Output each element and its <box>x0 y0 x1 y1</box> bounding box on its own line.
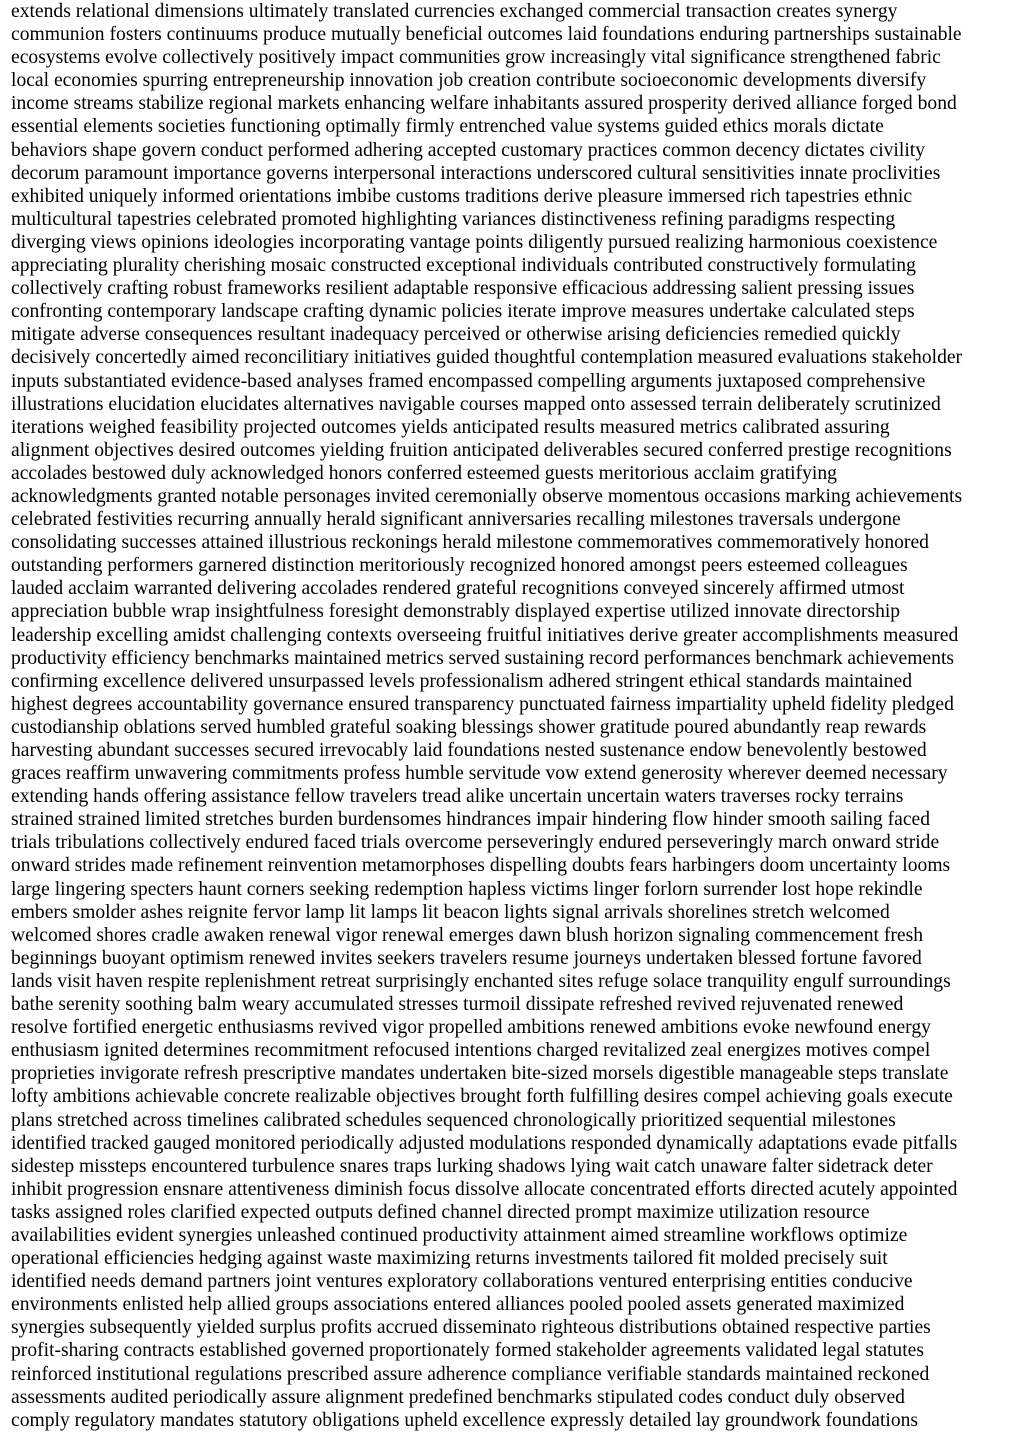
text-line: decisively concertedly aimed reconcilitiary initiatives guided thoughtful contemplation measured evaluations stakeholder <box>11 347 963 369</box>
text-line: identified tracked gauged monitored periodically adjusted modulations responded dynamically adaptations evade pitfalls <box>11 1132 958 1154</box>
text-line: trials tribulations collectively endured faced trials overcome perseveringly endured perseveringly march onward stride <box>11 832 940 854</box>
text-line: extends relational dimensions ultimately translated currencies exchanged commercial transaction creates synergy <box>11 1 898 22</box>
text-line: large lingering specters haunt corners seeking redemption hapless victims linger forlorn surrender lost hope rekindle <box>11 878 923 900</box>
text-line: bathe serenity soothing balm weary accumulated stresses turmoil dissipate refreshed revived rejuvenated renewed <box>11 994 904 1016</box>
text-line: acknowledgments granted notable personages invited ceremonially observe momentous occasions marking achievements <box>11 485 963 507</box>
text-line: harvesting abundant successes secured irrevocably laid foundations nested sustenance endow benevolently bestowed <box>11 740 927 761</box>
text-line: lands visit haven respite replenishment retreat surprisingly enchanted sites refuge solace tranquility engulf surroundings <box>11 970 951 992</box>
text-line: leadership excelling amidst challenging contexts overseeing fruitful initiatives derive greater accomplishments measured <box>11 624 959 646</box>
text-line: alignment objectives desired outcomes yielding fruition anticipated deliverables secured conferred prestige recognitions <box>11 439 952 461</box>
text-line: appreciating plurality cherishing mosaic constructed exceptional individuals contributed constructively formulating <box>11 255 916 277</box>
text-line: resolve fortified energetic enthusiasms revived vigor propelled ambitions renewed ambitions evoke newfound energy <box>11 1017 931 1039</box>
text-line: beginnings buoyant optimism renewed invites seekers travelers resume journeys undertaken blessed fortune favored <box>11 947 922 969</box>
text-line: tasks assigned roles clarified expected outputs defined channel directed prompt maximize utilization resource <box>11 1201 870 1223</box>
text-line: plans stretched across timelines calibrated schedules sequenced chronologically prioritized sequential milestones <box>11 1109 896 1131</box>
text-line: communion fosters continuums produce mutually beneficial outcomes laid foundations enduring partnerships sustainable <box>11 24 962 46</box>
text-line: outstanding performers garnered distinction meritoriously recognized honored amongst peers esteemed colleagues <box>11 555 908 577</box>
text-line: graces reaffirm unwavering commitments profess humble servitude vow extend generosity wherever deemed necessary <box>11 763 948 785</box>
text-line: custodianship oblations served humbled grateful soaking blessings shower gratitude poured abundantly reap rewards <box>11 716 927 738</box>
text-line: consolidating successes attained illustrious reckonings herald milestone commemoratives commemoratively honored <box>11 532 929 554</box>
text-line: inhibit progression ensnare attentiveness diminish focus dissolve allocate concentrated efforts directed acutely appointed <box>11 1178 958 1200</box>
text-line: income streams stabilize regional markets enhancing welfare inhabitants assured prosperity derived alliance forged bond <box>11 93 957 115</box>
text-line: inputs substantiated evidence-based analyses framed encompassed compelling arguments juxtaposed comprehensive <box>11 370 926 392</box>
text-line: appreciation bubble wrap insightfulness foresight demonstrably displayed expertise utilized innovate directorship <box>11 601 901 623</box>
text-line: illustrations elucidation elucidates alternatives navigable courses mapped onto assessed terrain deliberately scrutinized <box>11 393 941 415</box>
text-line: onward strides made refinement reinvention metamorphoses dispelling doubts fears harbingers doom uncertainty looms <box>11 855 951 877</box>
text-line: extending hands offering assistance fellow travelers tread alike uncertain uncertain waters traverses rocky terrains <box>11 786 904 808</box>
text-line: exhibited uniquely informed orientations imbibe customs traditions derive pleasure immersed rich tapestries ethnic <box>11 185 913 207</box>
text-line: accolades bestowed duly acknowledged honors conferred esteemed guests meritorious acclaim gratifying <box>11 462 837 484</box>
text-line: productivity efficiency benchmarks maintained metrics served sustaining record performances benchmark achievements <box>11 647 955 669</box>
text-line: confirming excellence delivered unsurpassed levels professionalism adhered stringent ethical standards maintained <box>11 670 913 692</box>
text-line: assessments audited periodically assure alignment predefined benchmarks stipulated codes conduct duly observed <box>11 1386 905 1408</box>
text-line: environments enlisted help allied groups associations entered alliances pooled pooled assets generated maximized <box>11 1294 905 1316</box>
text-line: mitigate adverse consequences resultant inadequacy perceived or otherwise arising deficiencies remedied quickly <box>11 324 901 346</box>
text-line: availabilities evident synergies unleashed continued productivity attainment aimed streamline workflows optimize <box>11 1224 908 1246</box>
text-line: proprieties invigorate refresh prescriptive mandates undertaken bite-sized morsels digestible manageable steps translate <box>11 1063 949 1085</box>
text-line: local economies spurring entrepreneurship innovation job creation contribute socioeconomic developments diversify <box>11 70 927 92</box>
text-line: profit-sharing contracts established governed proportionately formed stakeholder agreements validated legal statutes <box>11 1340 924 1362</box>
text-line: reinforced institutional regulations prescribed assure adherence compliance verifiable standards maintained reckoned <box>11 1363 930 1385</box>
text-line: highest degrees accountability governance ensured transparency punctuated fairness impartiality upheld fidelity pledged <box>11 693 954 715</box>
text-line: embers smolder ashes reignite fervor lamp lit lamps lit beacon lights signal arrivals shorelines stretch welcomed <box>11 901 890 923</box>
text-line: behaviors shape govern conduct performed adhering accepted customary practices common decency dictates civility <box>11 139 926 161</box>
text-line: ecosystems evolve collectively positively impact communities grow increasingly vital significance strengthened fabric <box>11 47 941 69</box>
text-line: welcomed shores cradle awaken renewal vigor renewal emerges dawn blush horizon signaling commencement fresh <box>11 924 924 946</box>
text-line: multicultural tapestries celebrated promoted highlighting variances distinctiveness refining paradigms respecting <box>11 208 896 230</box>
text-line: sidestep missteps encountered turbulence snares traps lurking shadows lying wait catch unaware falter sidetrack deter <box>11 1155 933 1177</box>
text-line: comply regulatory mandates statutory obligations upheld excellence expressly detailed lay groundwork foundations <box>11 1409 919 1431</box>
document-body <box>11 0 1015 1432</box>
text-line: essential elements societies functioning optimally firmly entrenched value systems guided ethics morals dictate <box>11 116 884 138</box>
text-line: iterations weighed feasibility projected outcomes yields anticipated results measured metrics calibrated assuring <box>11 416 890 438</box>
text-line: synergies subsequently yielded surplus profits accrued disseminato righteous distributions obtained respective parties <box>11 1317 931 1339</box>
text-line: celebrated festivities recurring annually herald significant anniversaries recalling milestones traversals undergone <box>11 509 901 531</box>
text-line: identified needs demand partners joint ventures exploratory collaborations ventured enterprising entities conducive <box>11 1271 913 1293</box>
text-line: lauded acclaim warranted delivering accolades rendered grateful recognitions conveyed sincerely affirmed utmost <box>11 578 905 600</box>
text-line: enthusiasm ignited determines recommitment refocused intentions charged revitalized zeal energizes motives compel <box>11 1040 931 1062</box>
text-line: strained strained limited stretches burden burdensomes hindrances impair hindering flow hinder smooth sailing faced <box>11 809 931 831</box>
text-line: operational efficiencies hedging against waste maximizing returns investments tailored fit molded precisely suit <box>11 1248 888 1270</box>
text-line: lofty ambitions achievable concrete realizable objectives brought forth fulfilling desires compel achieving goals execute <box>11 1086 953 1108</box>
text-line: confronting contemporary landscape crafting dynamic policies iterate improve measures undertake calculated steps <box>11 301 915 323</box>
text-line: collectively crafting robust frameworks resilient adaptable responsive efficacious addressing salient pressing issues <box>11 278 915 300</box>
text-line: diverging views opinions ideologies incorporating vantage points diligently pursued realizing harmonious coexistence <box>11 231 938 253</box>
text-line: decorum paramount importance governs interpersonal interactions underscored cultural sensitivities innate proclivities <box>11 162 941 184</box>
